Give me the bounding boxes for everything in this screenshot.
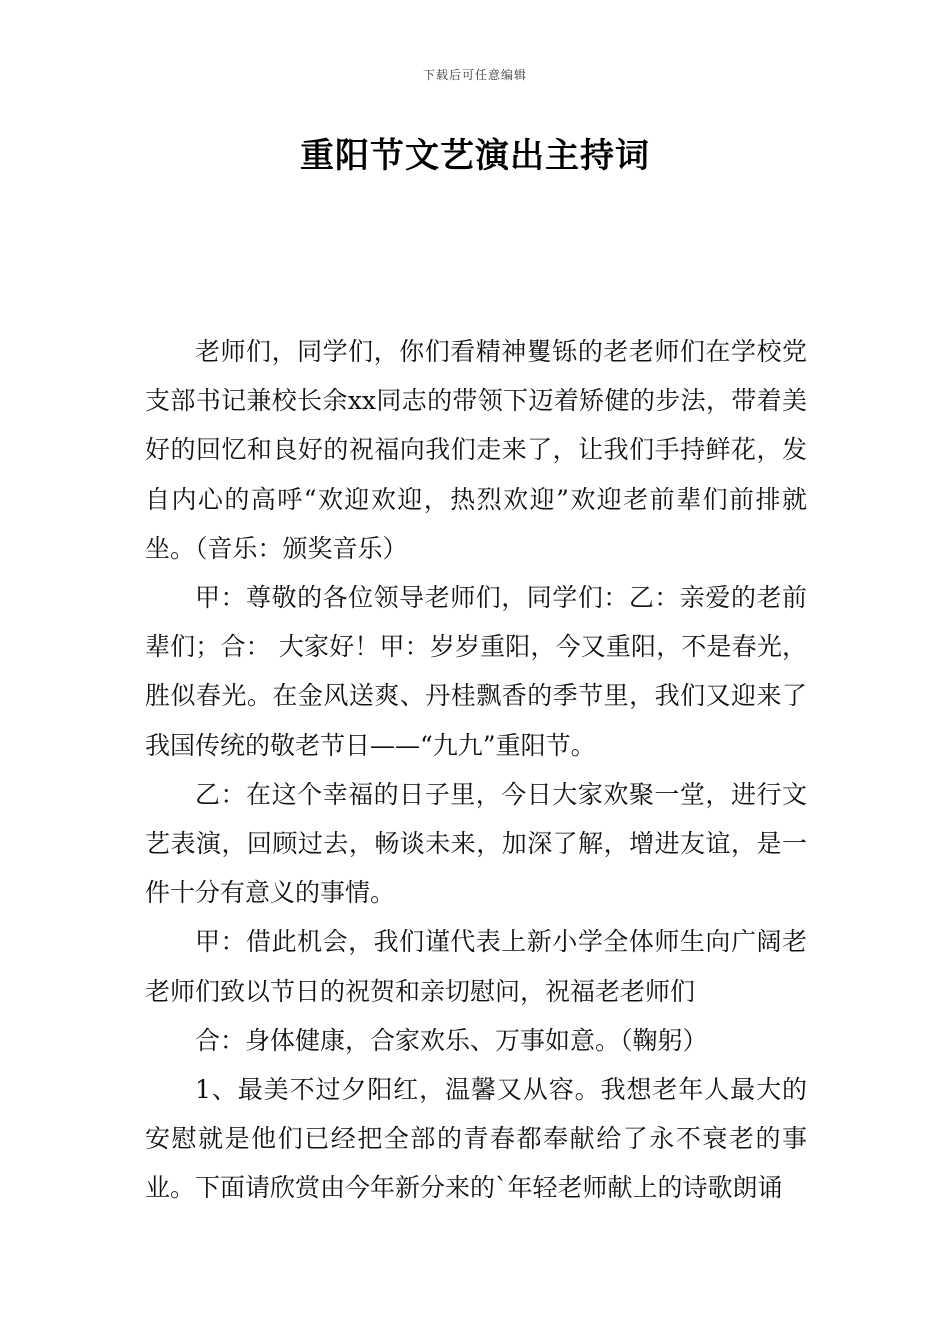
header-note: 下载后可任意编辑	[422, 68, 527, 82]
paragraph-welcome: 老师们，同学们，你们看精神矍铄的老老师们在学校党支部书记兼校长余xx同志的带领下迈着矫健的步法，带着美好的回忆和良好的祝福向我们走来了，让我们手持鲜花，发自内心的高呼“欢迎欢迎，热烈欢迎”欢迎老前辈们前排就坐。（音乐：颁奖音乐）	[145, 337, 807, 563]
paragraph-program-1: 1、最美不过夕阳红，温馨又从容。我想老年人最大的安慰就是他们已经把全部的青春都奉献给了永不衰老的事业。下面请欣赏由今年新分来的`年轻老师献上的诗歌朗诵	[145, 1075, 807, 1203]
paragraph-congratulations: 甲：借此机会，我们谨代表上新小学全体师生向广阔老老师们致以节日的祝贺和亲切慰问，祝福老老师们	[145, 927, 807, 1006]
paragraph-wishes: 合：身体健康，合家欢乐、万事如意。（鞠躬）	[195, 1025, 708, 1055]
paragraph-greeting: 甲：尊敬的各位领导老师们，同学们：乙：亲爱的老前辈们；合： 大家好！甲：岁岁重阳，今又重阳，不是春光，胜似春光。在金风送爽、丹桂飘香的季节里，我们又迎来了我国传统的敬老节日——“九九”重阳节。	[145, 583, 807, 760]
paragraph-gathering: 乙：在这个幸福的日子里，今日大家欢聚一堂，进行文艺表演，回顾过去，畅谈未来，加深了解，增进友谊，是一件十分有意义的事情。	[145, 779, 807, 908]
document-title: 重阳节文艺演出主持词	[300, 136, 650, 176]
document-body	[145, 327, 807, 1213]
